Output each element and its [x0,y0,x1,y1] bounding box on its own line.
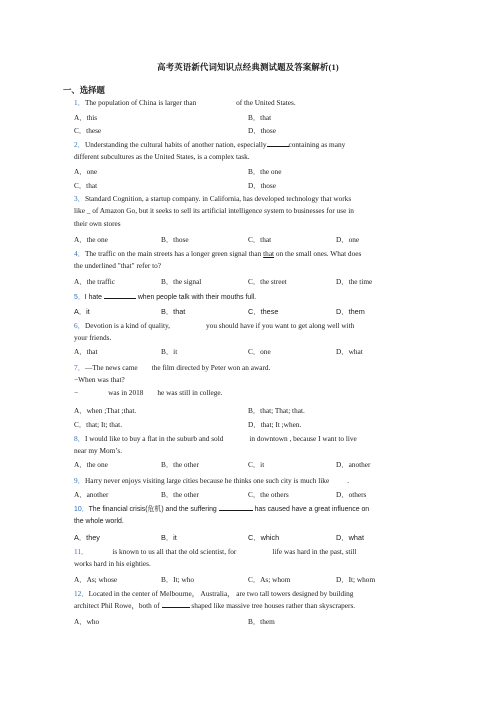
option-a[interactable]: A．when ;That ;that. [74,406,137,415]
option-a[interactable]: A．this [74,113,98,122]
question-9: 9．Harry never enjoys visiting large cities because he thinks one such city is much like . [74,476,350,485]
option-d[interactable]: D．one [336,235,360,244]
question-number: 10． [74,506,89,513]
option-a[interactable]: A．the traffic [74,277,115,286]
underlined-word: that [263,249,275,258]
option-b[interactable]: B．that; That; that. [248,406,305,415]
question-number: 9． [74,476,85,485]
question-10: 10．The financial crisis(危机) and the suffering has caused have a great influence on the whole world. [74,503,414,529]
question-4: 4．The traffic on the main streets has a longer green signal than that on the small ones. What does the underlined "that" refer to? [74,249,362,271]
option-b[interactable]: B．that [161,307,186,316]
question-1: 1．The population of China is larger than of the United States. [74,98,296,107]
answer-blank [162,600,190,608]
option-d[interactable]: D．those [248,126,276,135]
option-b[interactable]: B．it [161,533,177,542]
option-c[interactable]: C．the street [248,277,287,286]
option-c[interactable]: C．which [248,533,280,542]
option-a[interactable]: A．who [74,617,100,626]
option-c[interactable]: C．these [248,307,279,316]
option-c[interactable]: C．As; whom [248,575,291,584]
option-c[interactable]: C．the others [248,490,289,499]
option-d[interactable]: D．others [336,490,367,499]
question-11: 11． is known to us all that the old scientist, for life was hard in the past, still works hard in his eighties. [74,547,357,569]
question-number: 6． [74,321,85,330]
option-d[interactable]: D．another [336,460,371,469]
question-number: 12． [74,589,89,598]
option-a[interactable]: A．As; whose [74,575,118,584]
answer-blank [267,139,289,147]
question-8: 8．I would like to buy a flat in the suburb and sold in downtown , because I want to live near my Mom’s. [74,434,357,456]
option-b[interactable]: B．them [248,617,275,626]
question-number: 8． [74,434,85,443]
question-3: 3．Standard Cognition, a startup company. in California, has developed technology that works like _ of Amazon Go, but it seeks to sell its artificial intelligence system to businesses for use in their own stores [74,194,354,228]
option-a[interactable]: A．that [74,347,98,356]
option-d[interactable]: D．It; whom [336,575,376,584]
option-d[interactable]: D．those [248,181,276,190]
question-number: 3． [74,194,85,203]
option-b[interactable]: B．the other [161,460,199,469]
question-6: 6．Devotion is a kind of quality, you should have if you want to get along well with your friends. [74,321,355,343]
option-c[interactable]: C．it [248,460,265,469]
option-c[interactable]: C．that [74,181,98,190]
question-5: 5．I hate when people talk with their mouths full. [74,291,414,304]
section-heading: 一、选择题 [63,86,105,95]
option-d[interactable]: D．what [336,533,364,542]
question-number: 4． [74,249,85,258]
option-b[interactable]: B．the other [161,490,199,499]
page-title: 高考英语新代词知识点经典测试题及答案解析(1) [157,63,339,72]
option-b[interactable]: B．those [161,235,189,244]
option-a[interactable]: A．one [74,167,98,176]
option-b[interactable]: B．the signal [161,277,202,286]
option-a[interactable]: A．the one [74,235,108,244]
option-a[interactable]: A．the one [74,460,108,469]
question-number: 7． [74,363,85,372]
option-c[interactable]: C．that; It; that. [74,420,123,429]
question-7: 7．—The news came the film directed by Peter won an award. −When was that? − was in 2018 he was still in college. [74,363,271,397]
option-c[interactable]: C．these [74,126,102,135]
option-a[interactable]: A．it [74,307,90,316]
question-2: 2．Understanding the cultural habits of another nation, especially containing as many different subcultures as the United States, is a complex task. [74,140,346,162]
option-c[interactable]: C．one [248,347,271,356]
question-number: 11． [74,547,89,556]
option-b[interactable]: B．it [161,347,178,356]
option-a[interactable]: A．another [74,490,109,499]
answer-blank [219,503,253,511]
option-c[interactable]: C．that [248,235,272,244]
option-d[interactable]: D．what [336,347,363,356]
question-number: 1． [74,98,85,107]
answer-blank [104,291,136,299]
option-d[interactable]: D．them [336,307,365,316]
option-d[interactable]: D．the time [336,277,373,286]
option-b[interactable]: B．the one [248,167,282,176]
question-number: 2． [74,140,85,149]
option-d[interactable]: D．that; It ;when. [248,420,302,429]
question-12: 12．Located in the center of Melbourne， Australia， are two tall towers designed by building architect Phil Rowe，both of shaped like massive tree houses rather than skyscrapers. [74,589,356,611]
option-b[interactable]: B．It; who [161,575,195,584]
question-number: 5． [74,294,85,301]
option-a[interactable]: A．they [74,533,100,542]
option-b[interactable]: B．that [248,113,272,122]
